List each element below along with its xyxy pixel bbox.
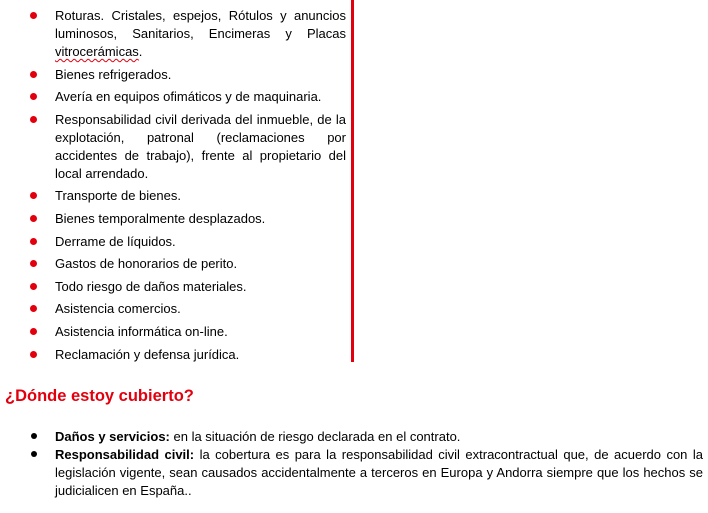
- list-item-text: Todo riesgo de daños materiales.: [55, 278, 247, 294]
- list-item: [0, 428, 703, 446]
- bullet-icon: [31, 451, 37, 457]
- list-item: [0, 7, 348, 61]
- list-item: [0, 255, 348, 273]
- list-item: [0, 278, 348, 296]
- list-item: [0, 66, 348, 84]
- list-item-text: Transporte de bienes.: [55, 188, 181, 204]
- list-item-text: Reclamación y defensa jurídica.: [55, 346, 240, 362]
- bullet-icon: [30, 328, 37, 335]
- bullet-icon: [30, 192, 37, 199]
- bullet-icon: [30, 215, 37, 222]
- bullet-icon: [30, 238, 37, 245]
- list-item: [0, 233, 348, 251]
- bullet-icon: [30, 260, 37, 267]
- list-item-text-end: .: [138, 44, 143, 59]
- spellcheck-flagged-word: vitrocerámicas: [55, 44, 139, 59]
- list-item: [0, 111, 348, 183]
- bullet-icon: [30, 71, 37, 78]
- list-item-text: Gastos de honorarios de perito.: [55, 256, 238, 272]
- section-heading: ¿Dónde estoy cubierto?: [5, 387, 194, 405]
- bullet-icon: [30, 93, 37, 100]
- list-item-text: Bienes refrigerados.: [55, 66, 172, 82]
- list-item-text: Asistencia informática on-line.: [55, 323, 228, 339]
- list-item-term: Daños y servicios:: [55, 429, 170, 444]
- bullet-icon: [30, 305, 37, 312]
- list-item-text: en la situación de riesgo declarada en el contrato.: [169, 429, 461, 444]
- list-item: [0, 446, 703, 500]
- coverage-list: [0, 7, 348, 368]
- list-item-text: Roturas. Cristales, espejos, Rótulos y anuncios luminosos, Sanitarios, Encimeras y Placas: [55, 8, 346, 41]
- list-item: [0, 88, 348, 106]
- bullet-icon: [31, 433, 37, 439]
- list-item-term: Responsabilidad civil:: [55, 447, 195, 462]
- list-item-text: Responsabilidad civil derivada del inmueble, de la explotación, patronal (reclamaciones por accidentes de trabajo), frente al propietario del local arrendado.: [55, 111, 346, 181]
- list-item-text: Avería en equipos ofimáticos y de maquinaria.: [55, 89, 322, 105]
- bullet-icon: [30, 12, 37, 19]
- bullet-icon: [30, 283, 37, 290]
- list-item-text: la cobertura es para la responsabilidad civil extracontractual que, de acuerdo con la legislación vigente, sean causados accidentalmente a terceros en Europa y Andorra siempre que los hechos se judicialicen en España..: [55, 447, 703, 498]
- list-item: [0, 300, 348, 318]
- list-item: [0, 187, 348, 205]
- list-item: [0, 323, 348, 341]
- list-item-text: Derrame de líquidos.: [55, 233, 176, 249]
- list-item-text: Asistencia comercios.: [55, 301, 181, 317]
- where-covered-list: [0, 428, 703, 500]
- bullet-icon: [30, 351, 37, 358]
- list-item: [0, 210, 348, 228]
- list-item: [0, 346, 348, 364]
- coverage-column: [0, 0, 354, 362]
- list-item-text: Bienes temporalmente desplazados.: [55, 210, 266, 226]
- bullet-icon: [30, 116, 37, 123]
